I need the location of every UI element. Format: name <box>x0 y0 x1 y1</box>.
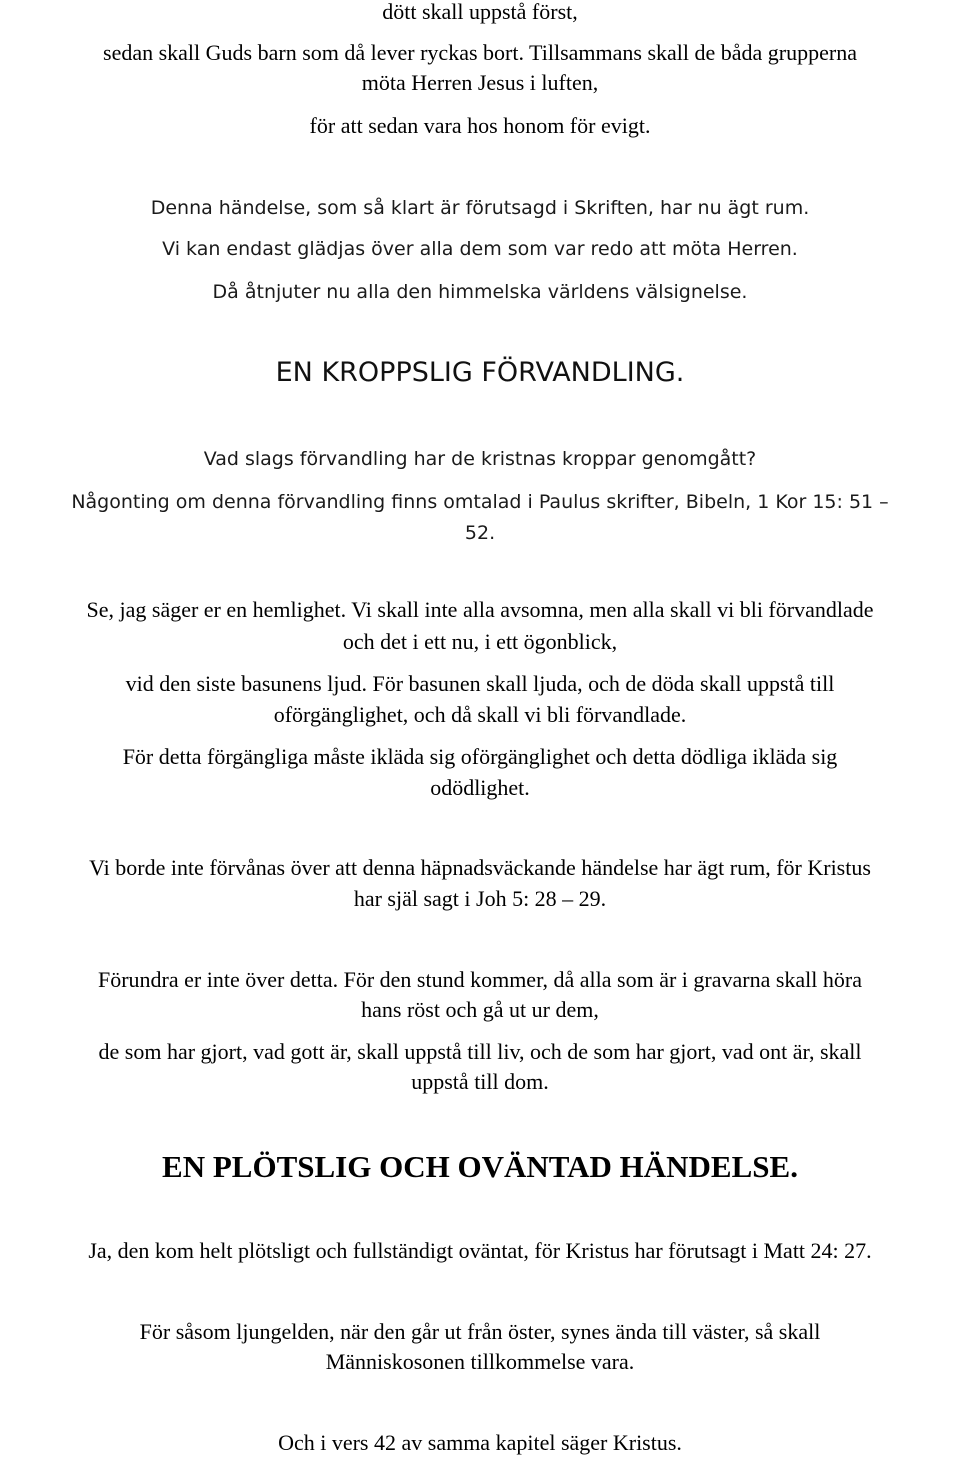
text-line: Denna händelse, som så klart är förutsagd i Skriften, har nu ägt rum. <box>150 197 810 219</box>
text-line: Någonting om denna förvandling finns omtalad i Paulus skrifter, Bibeln, 1 Kor 15: 51 – <box>71 491 889 513</box>
text-line: Då åtnjuter nu alla den himmelska världens välsignelse. <box>212 281 748 303</box>
text-line: För såsom ljungelden, när den går ut från öster, synes ända till väster, så skall <box>139 1319 821 1344</box>
text-line: 52. <box>464 522 496 544</box>
text-line: odödlighet. <box>430 775 530 800</box>
text-line: och det i ett nu, i ett ögonblick, <box>342 629 618 654</box>
text-line: de som har gjort, vad gott är, skall uppstå till liv, och de som har gjort, vad ont är, skall <box>98 1039 862 1064</box>
text-line: Vi kan endast glädjas över alla dem som var redo att möta Herren. <box>162 238 798 260</box>
text-line: möta Herren Jesus i luften, <box>361 70 599 95</box>
text-line: dött skall uppstå först, <box>382 0 578 24</box>
text-line: Ja, den kom helt plötsligt och fullständigt oväntat, för Kristus har förutsagt i Matt 24: 27. <box>88 1238 872 1263</box>
text-line: Människosonen tillkommelse vara. <box>325 1349 635 1374</box>
text-line: oförgänglighet, och då skall vi bli förvandlade. <box>273 702 687 727</box>
section-heading: EN PLÖTSLIG OCH OVÄNTAD HÄNDELSE. <box>162 1149 798 1184</box>
section-heading: EN KROPPSLIG FÖRVANDLING. <box>275 357 685 388</box>
text-line: för att sedan vara hos honom för evigt. <box>309 113 651 138</box>
text-line: Vi borde inte förvånas över att denna häpnadsväckande händelse har ägt rum, för Kristus <box>89 855 871 880</box>
text-line: Förundra er inte över detta. För den stund kommer, då alla som är i gravarna skall höra <box>98 967 862 992</box>
text-line: hans röst och gå ut ur dem, <box>361 997 599 1022</box>
text-line: uppstå till dom. <box>411 1069 549 1094</box>
text-line: sedan skall Guds barn som då lever ryckas bort. Tillsammans skall de båda grupperna <box>103 40 857 65</box>
text-line: har själ sagt i Joh 5: 28 – 29. <box>353 886 607 911</box>
text-line: vid den siste basunens ljud. För basunen skall ljuda, och de döda skall uppstå till <box>125 671 835 696</box>
text-line: Och i vers 42 av samma kapitel säger Kristus. <box>278 1430 682 1455</box>
text-line: Vad slags förvandling har de kristnas kroppar genomgått? <box>203 448 757 470</box>
text-line: För detta förgängliga måste ikläda sig oförgänglighet och detta dödliga ikläda sig <box>122 744 838 769</box>
text-line: Se, jag säger er en hemlighet. Vi skall inte alla avsomna, men alla skall vi bli förvandlade <box>86 597 874 622</box>
